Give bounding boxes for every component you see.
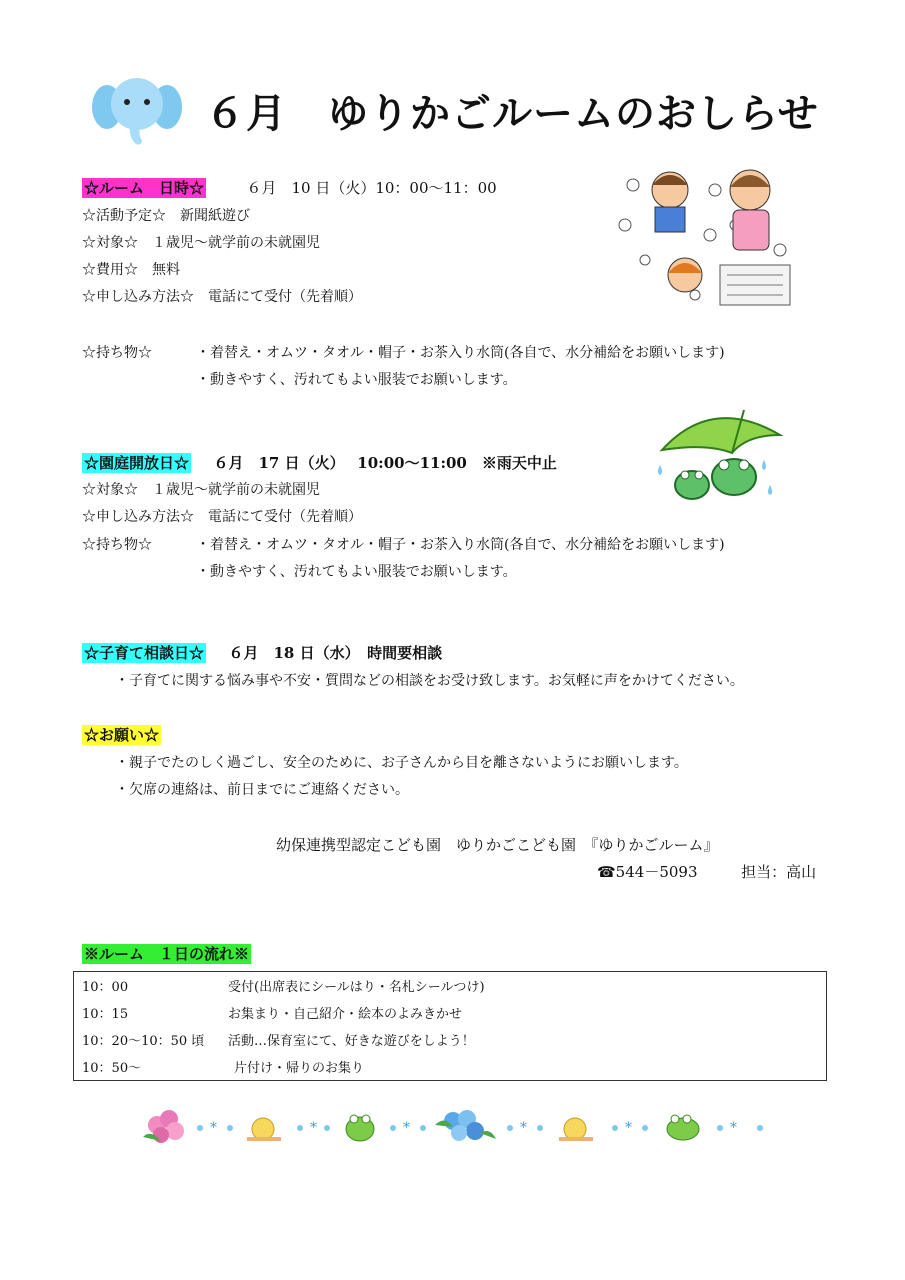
children-playing-illustration xyxy=(615,165,795,310)
flow-time: 10：15 xyxy=(82,1007,129,1022)
hydrangea-snail-frog-border xyxy=(135,1103,775,1148)
table-row xyxy=(74,1053,827,1081)
room-fee: ☆費用☆ 無料 xyxy=(82,262,180,278)
room-activity: ☆活動予定☆ 新聞紙遊び xyxy=(82,208,250,224)
svg-text:*: * xyxy=(210,1120,217,1136)
contact-phone: ☎544－5093 xyxy=(597,863,698,881)
room-items-label: ☆持ち物☆ xyxy=(82,345,152,361)
room-target: ☆対象☆ １歳児〜就学前の未就園児 xyxy=(82,235,320,251)
snail-icon xyxy=(247,1118,281,1140)
request-heading: ☆お願い☆ xyxy=(84,726,160,744)
hydrangea-icon xyxy=(143,1110,184,1143)
garden-items-label: ☆持ち物☆ xyxy=(82,537,152,553)
svg-text:*: * xyxy=(625,1120,632,1136)
table-row xyxy=(74,972,827,1000)
flow-heading: ※ルーム １日の流れ※ xyxy=(84,945,250,963)
room-apply: ☆申し込み方法☆ 電話にて受付（先着順） xyxy=(82,289,362,305)
frogs-umbrella-illustration xyxy=(652,405,787,510)
garden-apply: ☆申し込み方法☆ 電話にて受付（先着順） xyxy=(82,509,362,525)
room-heading: ☆ルーム 日時☆ xyxy=(84,179,205,197)
flow-time: 10：00 xyxy=(82,980,129,995)
room-items-2: ・動きやすく、汚れてもよい服装でお願いします。 xyxy=(196,372,517,388)
flow-desc: お集まり・自己紹介・絵本のよみきかせ xyxy=(228,1007,463,1022)
frog-icon xyxy=(346,1115,374,1141)
request-line-2: ・欠席の連絡は、前日までにご連絡ください。 xyxy=(115,782,409,798)
snail-icon xyxy=(559,1118,593,1140)
frog-icon xyxy=(667,1115,699,1140)
room-items-1: ・着替え・オムツ・タオル・帽子・お茶入り水筒(各自で、水分補給をお願いします) xyxy=(196,345,725,361)
page-title: ６月 ゆりかごルームのおしらせ xyxy=(205,91,819,137)
consult-heading: ☆子育て相談日☆ xyxy=(84,644,205,662)
garden-datetime: ６月 17 日（火） 10:00〜11:00 ※雨天中止 xyxy=(213,454,557,472)
svg-text:*: * xyxy=(403,1120,410,1136)
elephant-icon xyxy=(92,72,182,150)
flow-table xyxy=(73,971,827,1081)
room-datetime: ６月 10 日（火）10：00〜11：00 xyxy=(246,179,497,197)
flow-time: 10：50〜 xyxy=(82,1061,142,1076)
hydrangea-icon xyxy=(435,1110,496,1141)
garden-items-2: ・動きやすく、汚れてもよい服装でお願いします。 xyxy=(196,564,517,580)
request-line-1: ・親子でたのしく過ごし、安全のために、お子さんから目を離さないようにお願いします。 xyxy=(115,755,688,771)
svg-text:*: * xyxy=(520,1120,527,1136)
consult-text: ・子育てに関する悩み事や不安・質問などの相談をお受け致します。お気軽に声をかけてください。 xyxy=(115,673,744,689)
flow-desc: 片付け・帰りのお集り xyxy=(234,1061,365,1076)
contact-staff: 担当：高山 xyxy=(741,863,817,881)
svg-text:*: * xyxy=(310,1120,317,1136)
flow-desc: 受付(出席表にシールはり・名札シールつけ) xyxy=(228,980,485,995)
svg-text:*: * xyxy=(730,1120,737,1136)
flow-desc: 活動…保育室にて、好きな遊びをしよう！ xyxy=(228,1034,475,1049)
consult-datetime: ６月 18 日（水） 時間要相談 xyxy=(228,644,443,662)
table-row xyxy=(74,1026,827,1053)
garden-heading: ☆園庭開放日☆ xyxy=(84,454,190,472)
table-row xyxy=(74,999,827,1026)
garden-items-1: ・着替え・オムツ・タオル・帽子・お茶入り水筒(各自で、水分補給をお願いします) xyxy=(196,537,725,553)
flow-time: 10：20〜10：50 頃 xyxy=(82,1034,205,1049)
contact-org: 幼保連携型認定こども園 ゆりかごこども園 『ゆりかごルーム』 xyxy=(276,836,719,854)
garden-target: ☆対象☆ １歳児〜就学前の未就園児 xyxy=(82,482,320,498)
